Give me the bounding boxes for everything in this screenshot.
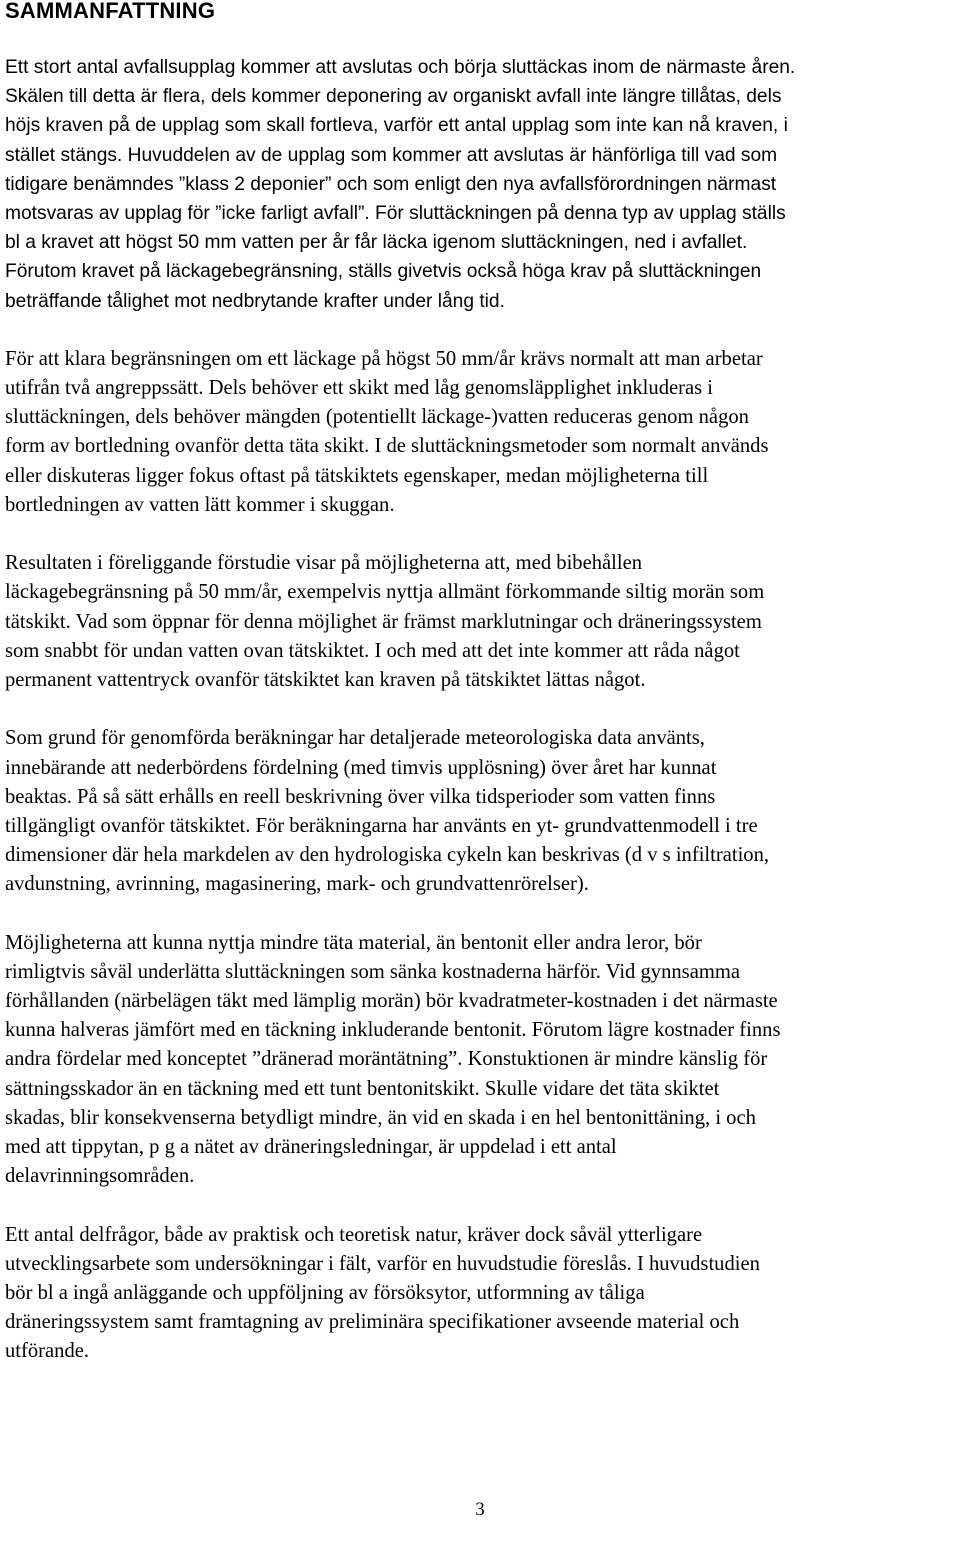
text-line: beaktas. På så sätt erhålls en reell beskrivning över vilka tidsperioder som vatten finns xyxy=(5,785,716,808)
text-line: tidigare benämndes ”klass 2 deponier” och som enligt den nya avfallsförordningen närmast xyxy=(5,173,777,195)
paragraph xyxy=(5,53,957,316)
text-line: med att tippytan, p g a nätet av dräneringsledningar, är uppdelad i ett antal xyxy=(5,1135,617,1158)
text-line: bör bl a ingå anläggande och uppföljning av försöksytor, utformning av tåliga xyxy=(5,1281,645,1304)
text-line: som snabbt för undan vatten ovan tätskiktet. I och med att det inte kommer att råda något xyxy=(5,639,740,662)
text-line: stället stängs. Huvuddelen av de upplag som kommer att avslutas är hänförliga till vad som xyxy=(5,144,778,166)
text-line: utförande. xyxy=(5,1340,90,1363)
paragraph-gap xyxy=(5,1191,957,1220)
text-line: sättningsskador än en täckning med ett tunt bentonitskikt. Skulle vidare det täta skiktet xyxy=(5,1077,720,1100)
paragraph-gap xyxy=(5,316,957,345)
text-line: dräneringssystem samt framtagning av preliminära specifikationer avseende material och xyxy=(5,1311,740,1334)
paragraph xyxy=(5,929,957,1192)
paragraph xyxy=(5,724,957,899)
text-line: Möjligheterna att kunna nyttja mindre täta material, än bentonit eller andra leror, bör xyxy=(5,931,702,954)
text-line: dimensioner där hela markdelen av den hydrologiska cykeln kan beskrivas (d v s infiltration, xyxy=(5,844,770,867)
text-line: innebärande att nederbördens fördelning (med timvis upplösning) över året har kunnat xyxy=(5,756,717,779)
text-line: Resultaten i föreliggande förstudie visar på möjligheterna att, med bibehållen xyxy=(5,552,643,575)
text-line: avdunstning, avrinning, magasinering, mark- och grundvattenrörelser). xyxy=(5,873,589,896)
text-line: För att klara begränsningen om ett läckage på högst 50 mm/år krävs normalt att man arbetar xyxy=(5,347,763,370)
text-line: kunna halveras jämfört med en täckning inkluderande bentonit. Förutom lägre kostnader finns xyxy=(5,1019,781,1042)
text-line: utvecklingsarbete som undersökningar i fält, varför en huvudstudie föreslås. I huvudstudien xyxy=(5,1252,760,1275)
paragraph-gap xyxy=(5,520,957,549)
paragraph-gap xyxy=(5,899,957,928)
text-line: Ett stort antal avfallsupplag kommer att avslutas och börja sluttäckas inom de närmaste åren. xyxy=(5,57,796,78)
text-line: Som grund för genomförda beräkningar har detaljerade meteorologiska data använts, xyxy=(5,727,705,750)
paragraph-gap xyxy=(5,695,957,724)
text-line: rimligtvis såväl underlätta sluttäckningen som sänka kostnaderna härför. Vid gynnsamma xyxy=(5,960,741,983)
page-number: 3 xyxy=(475,1499,485,1520)
text-line: tillgängligt ovanför tätskiktet. För beräkningarna har använts en yt- grundvattenmodell i tre xyxy=(5,814,758,837)
paragraph xyxy=(5,1221,957,1367)
text-line: bl a kravet att högst 50 mm vatten per år får läcka igenom sluttäckningen, ned i avfallet. xyxy=(5,232,748,254)
text-line: permanent vattentryck ovanför tätskiktet kan kraven på tätskiktet lättas något. xyxy=(5,668,646,691)
text-line: läckagebegränsning på 50 mm/år, exempelvis nyttja allmänt förkommande siltig morän som xyxy=(5,581,765,604)
text-line: Ett antal delfrågor, både av praktisk och teoretisk natur, kräver dock såväl ytterligare xyxy=(5,1223,703,1246)
paragraph xyxy=(5,345,957,520)
text-line: motsvaras av upplag för ”icke farligt avfall”. För sluttäckningen på denna typ av upplag ställs xyxy=(5,202,786,224)
paragraph xyxy=(5,549,957,695)
text-line: eller diskuteras ligger fokus oftast på tätskiktets egenskaper, medan möjligheterna till xyxy=(5,464,709,487)
text-line: skadas, blir konsekvenserna betydligt mindre, än vid en skada i en hel bentonittäning, i och xyxy=(5,1106,756,1129)
text-line: höjs kraven på de upplag som skall fortleva, varför ett antal upplag som inte kan nå kraven, i xyxy=(5,115,788,137)
text-line: andra fördelar med konceptet ”dränerad moräntätning”. Konstuktionen är mindre känslig för xyxy=(5,1048,768,1071)
text-line: Förutom kravet på läckagebegränsning, ställs givetvis också höga krav på sluttäckningen xyxy=(5,261,762,283)
text-line: form av bortledning ovanför detta täta skikt. I de sluttäckningsmetoder som normalt används xyxy=(5,435,769,458)
text-line: utifrån två angreppssätt. Dels behöver ett skikt med låg genomsläpplighet inkluderas i xyxy=(5,377,714,400)
text-line: bortledningen av vatten lätt kommer i skuggan. xyxy=(5,493,395,516)
text-line: tätskikt. Vad som öppnar för denna möjlighet är främst marklutningar och dräneringssystem xyxy=(5,610,762,633)
body-text xyxy=(5,53,957,1366)
text-line: beträffande tålighet mot nedbrytande krafter under lång tid. xyxy=(5,290,505,312)
text-line: sluttäckningen, dels behöver mängden (potentiellt läckage-)vatten reduceras genom någon xyxy=(5,406,749,429)
text-line: Skälen till detta är flera, dels kommer deponering av organiskt avfall inte längre tillåtas, dels xyxy=(5,86,782,108)
text-line: delavrinningsområden. xyxy=(5,1165,195,1188)
section-heading: SAMMANFATTNING xyxy=(5,0,216,23)
text-line: förhållanden (närbelägen täkt med lämplig morän) bör kvadratmeter-kostnaden i det närmaste xyxy=(5,990,778,1012)
